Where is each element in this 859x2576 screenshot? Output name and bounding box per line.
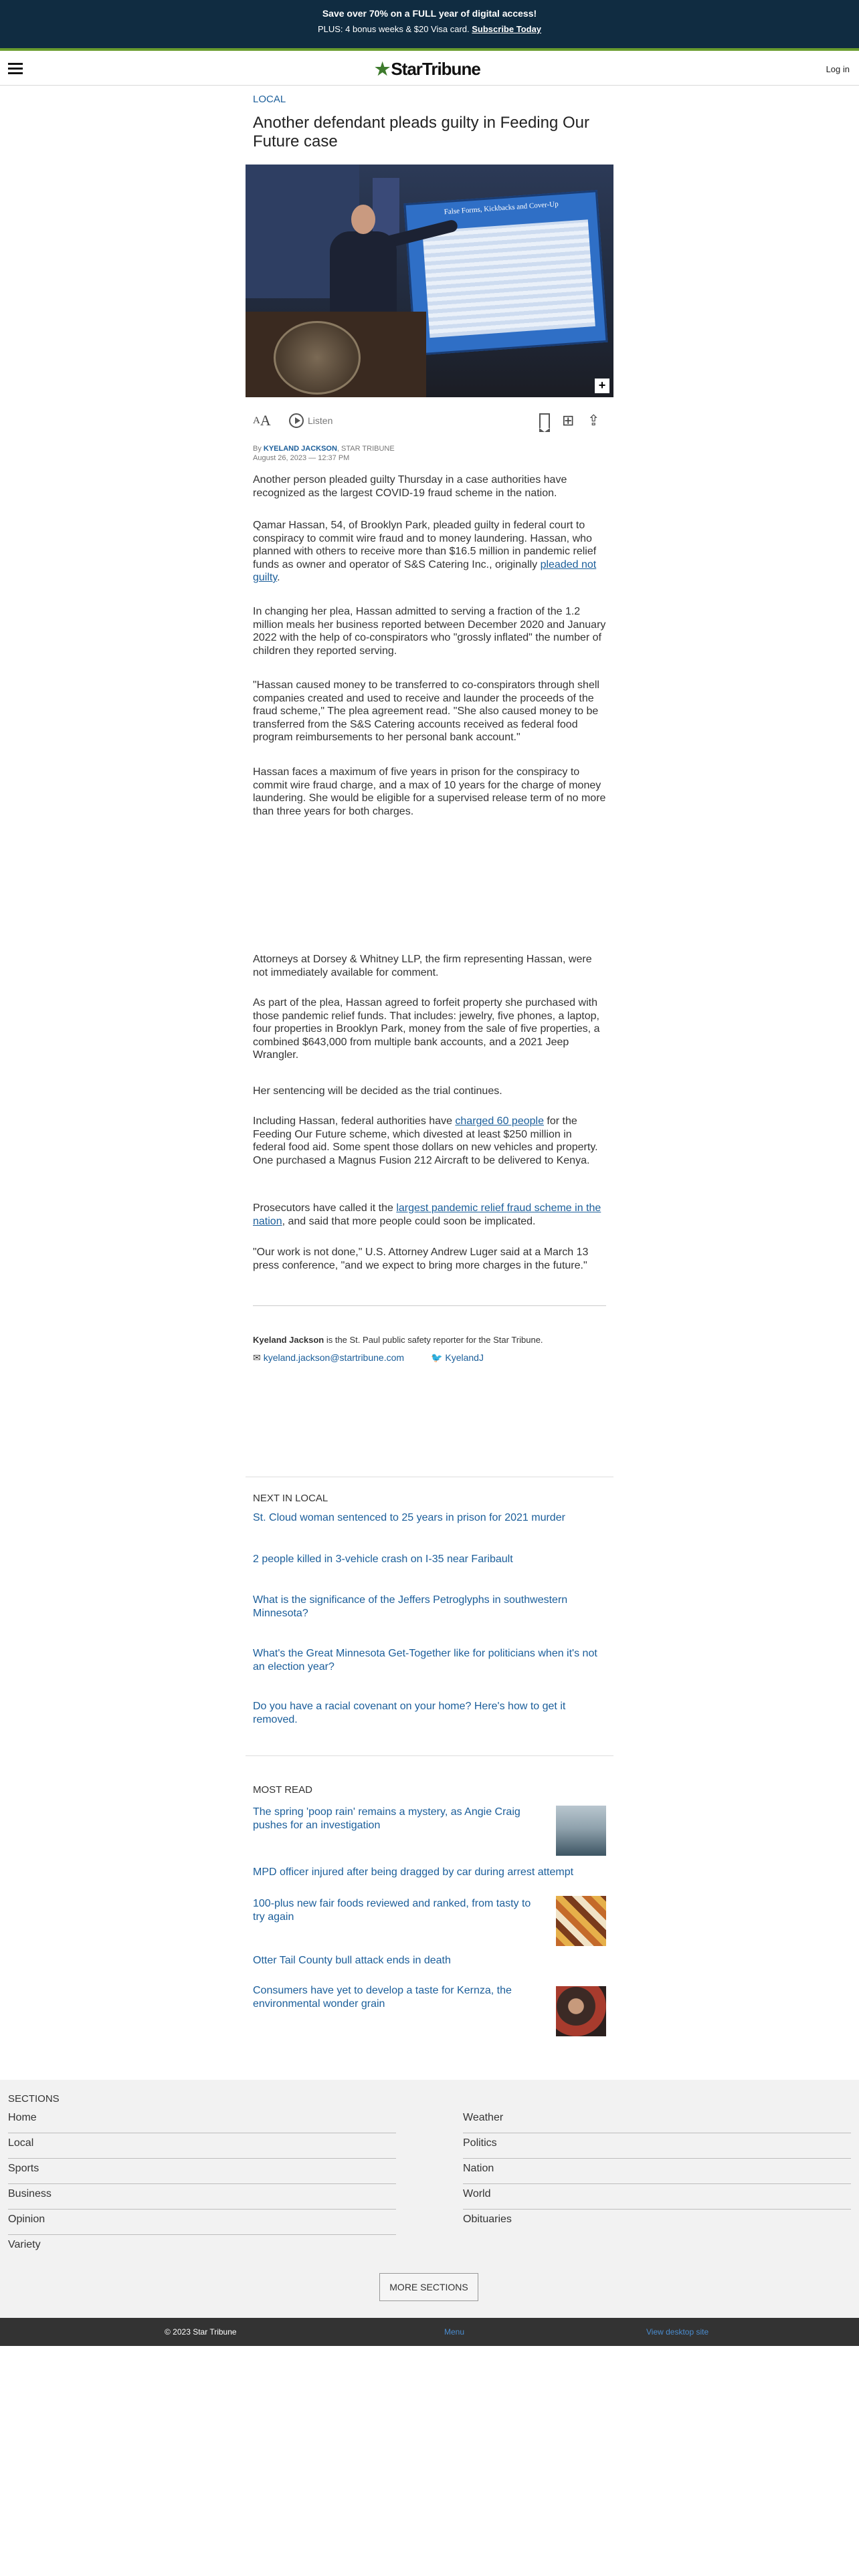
paragraph-1: Another person pleaded guilty Thursday in a case authorities have recognized as the largest COVID-19 fraud scheme in the nation. [253,474,567,499]
footer-link-politics[interactable]: Politics [463,2133,851,2159]
author-bio: Kyeland Jackson is the St. Paul public safety reporter for the Star Tribune. [253,1335,543,1345]
site-logo[interactable] [375,59,480,80]
paragraph-3: In changing her plea, Hassan admitted to serving a fraction of the 1.2 million meals her business reported between December 2020 and January 2022 with the help of co-conspirators who "grossly inflated" the number of children they reported serving. [253,606,606,657]
department-seal [274,321,361,395]
next-in-local-title: NEXT IN LOCAL [253,1493,328,1504]
paragraph-6: Attorneys at Dorsey & Whitney LLP, the firm representing Hassan, were not immediately available for comment. [253,954,592,978]
gift-button[interactable] [562,409,574,432]
byline [253,444,606,463]
paragraph-8: Her sentencing will be decided as the trial continues. [253,1085,502,1097]
expand-icon[interactable]: + [595,379,609,393]
more-sections-button[interactable]: MORE SECTIONS [379,2273,478,2301]
play-icon [289,413,304,428]
twitter-icon: 🐦 [430,1352,443,1363]
pleaded-not-guilty-link[interactable]: pleaded not guilty [253,558,597,583]
footer-link-obituaries[interactable]: Obituaries [463,2214,512,2225]
promo-headline: Save over 70% on a FULL year of digital access! [322,8,537,19]
most-read-link[interactable]: Consumers have yet to develop a taste for Kernza, the environmental wonder grain [253,1985,512,2010]
footer-link-nation[interactable]: Nation [463,2159,851,2184]
next-link[interactable]: What's the Great Minnesota Get-Together like for politicians when it's not an election year? [253,1648,597,1673]
copyright: © 2023 Star Tribune [165,2327,237,2337]
listen-label: Listen [308,415,333,426]
promo-offer-text: PLUS: 4 bonus weeks & $20 Visa card. [317,24,470,34]
thumbnail-image[interactable] [556,1986,606,2036]
menu-link[interactable]: Menu [444,2327,465,2337]
most-read-link[interactable]: 100-plus new fair foods reviewed and ranked, from tasty to try again [253,1898,531,1923]
paragraph-10: Prosecutors have called it the largest pandemic relief fraud scheme in the nation, and said that more people could soon be implicated. [253,1202,601,1227]
largest-fraud-scheme-link[interactable]: largest pandemic relief fraud scheme in the nation [253,1202,601,1227]
paragraph-4: "Hassan caused money to be transferred to co-conspirators through shell companies created and used to receive and launder the proceeds of the fraud scheme," The plea agreement read. "She also caused money to be transferred from the S&S Catering accounts received as federal food program reimbursements to her personal bank account." [253,679,599,743]
star-icon: ★ [375,59,390,79]
footer-link-sports[interactable]: Sports [8,2159,396,2184]
speaker-figure [326,205,399,318]
thumbnail-image[interactable] [556,1806,606,1856]
login-link[interactable]: Log in [826,64,850,74]
promo-subline [0,24,859,34]
next-link[interactable]: St. Cloud woman sentenced to 25 years in prison for 2021 murder [253,1512,565,1523]
logo-text: StarTribune [391,59,480,79]
most-read-link[interactable]: The spring 'poop rain' remains a mystery, as Angie Craig pushes for an investigation [253,1806,520,1831]
footer-link-home[interactable]: Home [8,2108,396,2133]
bottom-bar [0,2318,859,2346]
menu-icon[interactable] [8,63,23,75]
gift-icon: ⊞ [562,412,575,429]
publish-date: August 26, 2023 — 12:37 PM [253,454,350,462]
presentation-board [403,190,607,356]
author-name: Kyeland Jackson [253,1335,324,1345]
hero-image[interactable] [246,165,613,397]
bookmark-icon [539,413,550,428]
promo-banner [0,0,859,51]
paragraph-2: Qamar Hassan, 54, of Brooklyn Park, pleaded guilty in federal court to conspiracy to commit wire fraud and to money laundering. Hassan, who planned with others to receive more than $16.5 million in pandemic relief funds as owner and operator of S&S Catering Inc., originally pleaded not guilty. [253,520,597,583]
share-icon: ⇪ [587,412,600,429]
desktop-site-link[interactable]: View desktop site [646,2327,709,2337]
listen-button[interactable] [289,409,332,432]
footer-link-business[interactable]: Business [8,2184,396,2210]
paragraph-9: Including Hassan, federal authorities have charged 60 people for the Feeding Our Future scheme, which divested at least $250 million in federal food aid. Some spent those dollars on new vehicles and property. One purchased a Magnus Fusion 212 Aircraft to be delivered to Kenya. [253,1115,598,1166]
most-read-link[interactable]: Otter Tail County bull attack ends in death [253,1955,451,1966]
author-link[interactable]: KYELAND JACKSON [263,445,337,453]
footer-link-weather[interactable]: Weather [463,2108,851,2133]
share-button[interactable] [587,409,599,432]
footer-link-variety[interactable]: Variety [8,2239,41,2250]
charged-60-people-link[interactable]: charged 60 people [455,1115,544,1127]
paragraph-7: As part of the plea, Hassan agreed to forfeit property she purchased with those pandemic relief funds. That includes: jewelry, five phones, a laptop, four properties in Brooklyn Park, money from the sale of five properties, a combined $643,000 from multiple bank accounts, and a 2021 Jeep Wrangler. [253,997,600,1061]
most-read-link[interactable]: MPD officer injured after being dragged by car during arrest attempt [253,1866,574,1878]
site-header [0,52,859,86]
bookmark-button[interactable] [539,409,550,432]
footer-link-local[interactable]: Local [8,2133,396,2159]
next-link[interactable]: Do you have a racial covenant on your home? Here's how to get it removed. [253,1701,566,1725]
section-divider [246,1755,613,1756]
byline-by: By [253,445,262,453]
paragraph-5: Hassan faces a maximum of five years in prison for the conspiracy to commit wire fraud charge, and a max of 10 years for the charge of money laundering. She would be eligible for a supervised release term of no more than three years for both charges. [253,766,606,817]
text-size-button[interactable]: A A [253,412,271,429]
article-end-divider [253,1305,606,1306]
footer-link-opinion[interactable]: Opinion [8,2210,396,2235]
next-link[interactable]: What is the significance of the Jeffers Petroglyphs in southwestern Minnesota? [253,1594,568,1619]
article-tools [253,409,606,432]
email-link[interactable]: ✉ kyeland.jackson@startribune.com [253,1352,405,1363]
sections-title: SECTIONS [8,2093,60,2105]
author-contact [253,1352,606,1364]
paragraph-11: "Our work is not done," U.S. Attorney Andrew Luger said at a March 13 press conference, "and we expect to bring more charges in the future." [253,1247,589,1271]
subscribe-link[interactable]: Subscribe Today [472,24,542,34]
board-title: False Forms, Kickbacks and Cover-Up [444,200,559,217]
twitter-link[interactable]: 🐦 KyelandJ [430,1352,484,1363]
footer-link-world[interactable]: World [463,2184,851,2210]
email-icon: ✉ [253,1352,261,1363]
byline-outlet: , STAR TRIBUNE [337,445,395,453]
article-headline: Another defendant pleads guilty in Feeding Our Future case [253,114,590,150]
most-read-title: MOST READ [253,1784,312,1796]
section-kicker[interactable]: LOCAL [253,94,286,105]
next-link[interactable]: 2 people killed in 3-vehicle crash on I-35 near Faribault [253,1553,513,1565]
thumbnail-image[interactable] [556,1896,606,1946]
